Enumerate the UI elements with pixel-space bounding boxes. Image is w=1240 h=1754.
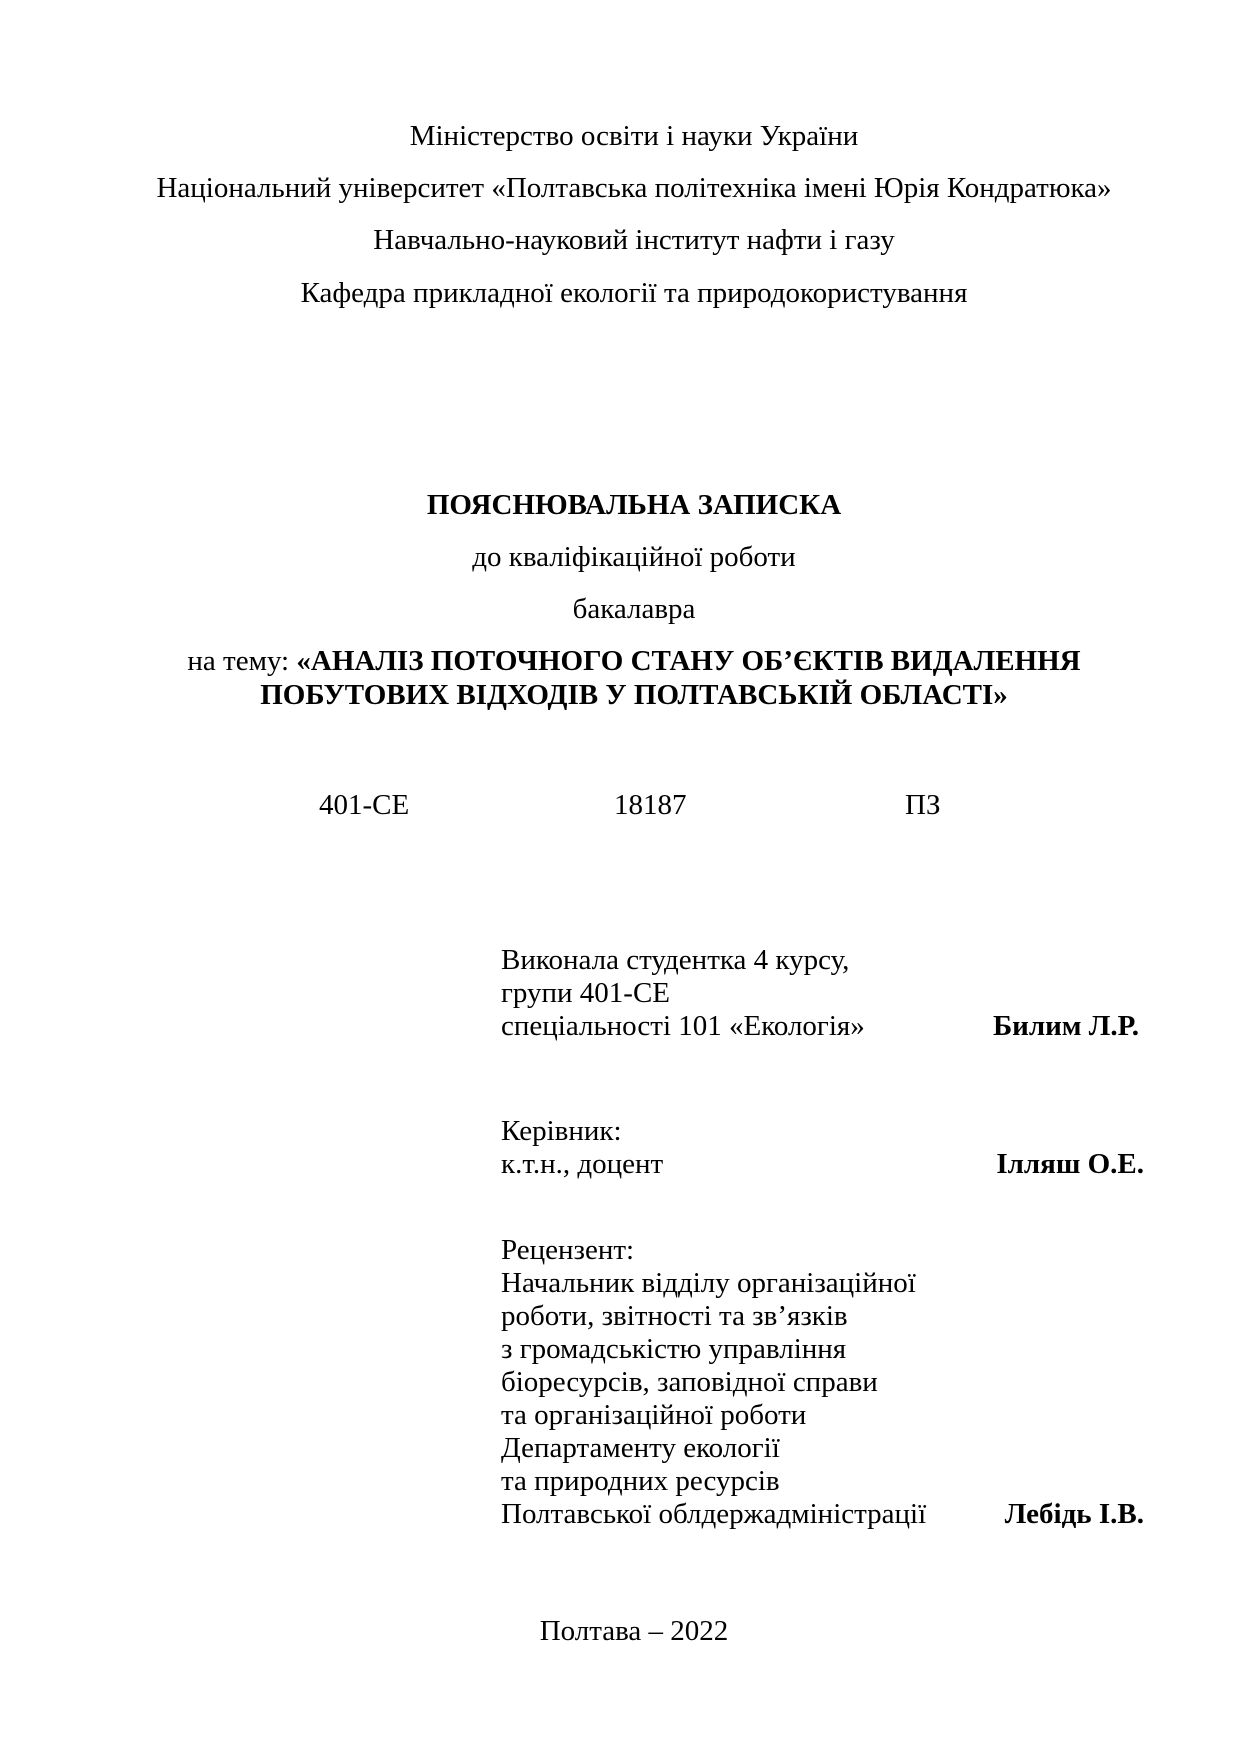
student-line-2: групи 401-СЕ: [501, 977, 671, 1009]
department-name: Кафедра прикладної екології та природокористування: [300, 277, 968, 309]
supervisor-title: к.т.н., доцент: [501, 1148, 664, 1180]
university-name: Національний університет «Полтавська політехніка імені Юрія Кондратюка»: [156, 172, 1112, 204]
topic-prefix: на тему:: [187, 645, 297, 677]
student-line-1: Виконала студентка 4 курсу,: [501, 944, 850, 976]
topic-title-part-1: «АНАЛІЗ ПОТОЧНОГО СТАНУ ОБ’ЄКТІВ ВИДАЛЕННЯ: [296, 645, 1081, 677]
document-heading: ПОЯСНЮВАЛЬНА ЗАПИСКА: [426, 489, 842, 521]
institute-name: Навчально-науковий інститут нафти і газу: [373, 224, 895, 256]
reviewer-line-3: роботи, звітності та зв’язків: [501, 1300, 848, 1332]
supervisor-name: Ілляш О.Е.: [996, 1148, 1144, 1180]
code-type: ПЗ: [905, 789, 941, 821]
code-group: 401-СЕ: [319, 789, 410, 821]
reviewer-line-8: та природних ресурсів: [501, 1465, 780, 1497]
reviewer-label: Рецензент:: [501, 1234, 635, 1266]
reviewer-line-5: біоресурсів, заповідної справи: [501, 1366, 878, 1398]
reviewer-name: Лебідь І.В.: [1004, 1498, 1144, 1530]
topic-line-1: [0, 644, 1240, 678]
reviewer-block: [501, 1234, 926, 1531]
student-block: [501, 944, 865, 1043]
reviewer-line-9: Полтавської облдержадміністрації: [501, 1498, 927, 1530]
reviewer-line-7: Департаменту екології: [501, 1432, 780, 1464]
student-name: Билим Л.Р.: [992, 1010, 1139, 1042]
student-line-3: спеціальності 101 «Екологія»: [501, 1010, 865, 1042]
reviewer-line-4: з громадськістю управління: [501, 1333, 847, 1365]
city-year: Полтава – 2022: [539, 1615, 729, 1647]
ministry-name: Міністерство освіти і науки України: [409, 120, 859, 152]
reviewer-line-6: та організаційної роботи: [501, 1399, 807, 1431]
topic-title-part-2: ПОБУТОВИХ ВІДХОДІВ У ПОЛТАВСЬКІЙ ОБЛАСТІ»: [260, 679, 1008, 711]
code-number: 18187: [614, 789, 687, 821]
document-subtitle: до кваліфікаційної роботи: [472, 541, 796, 573]
reviewer-line-2: Начальник відділу організаційної: [501, 1267, 916, 1299]
degree-level: бакалавра: [572, 593, 696, 625]
supervisor-block: [501, 1115, 663, 1181]
supervisor-label: Керівник:: [501, 1115, 622, 1147]
